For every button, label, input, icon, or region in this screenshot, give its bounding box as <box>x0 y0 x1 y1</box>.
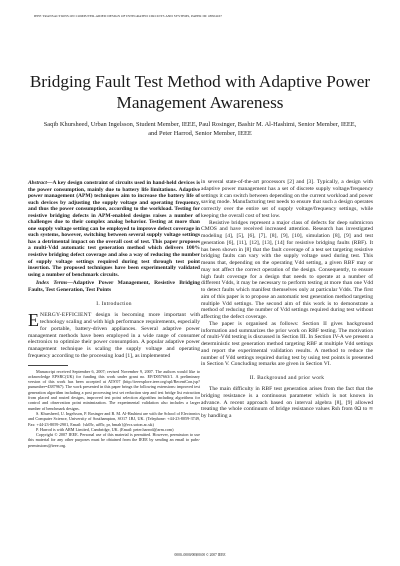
footnote-manuscript: Manuscript received September 6, 2007; revised November 9, 2007. The authors would like to acknowledge EPSRC(UK) for funding this work under grant no. EP/D057663/1. A preliminary version of this work has been accepted at ATS'07 (http://ieeexplore.ieee.org/xpl/RecentCon.jsp?punumber=4387967). The work presented in this paper brings the following extensions: improved test generation algorithm including a post processing test set reduction step and test bridge list extraction from placed and routed designs, improved test point selection algorithm including algorithms for control and observation point minimization. The experimental validation also includes a larger number of benchmark designs. <box>28 368 200 411</box>
section-heading-background: II. Background and prior work <box>249 375 325 381</box>
footnote-arm: P. Harrod is with ARM Limited, Cambridge, UK. (Email: peter.harrod@arm.com) <box>36 426 174 432</box>
abstract <box>28 180 200 278</box>
index-terms-text: —Adaptive Power Management, Resistive Bridging Faults, Test Generation, Test Points <box>28 280 200 293</box>
index-terms <box>28 280 200 293</box>
intro-text: design is becoming more important with technology scaling and with high performance requirements, especially for portable, battery-driven appliances. Several adaptive power management methods have been employed in a wide range of consumer electronics to optimize their power consumption. A popular adaptive power management technique is scaling the supply voltage and operating frequency according to the processing load [1], as implemented <box>28 312 200 359</box>
footnotes <box>28 369 200 448</box>
running-head: IEEE TRANSACTIONS ON COMPUTER-AIDED DESIGN OF INTEGRATED CIRCUITS AND SYSTEMS, PAPER ID: #8504167 <box>34 14 223 18</box>
abstract-lead: Abstract <box>28 180 47 186</box>
drop-cap: E <box>28 310 39 331</box>
introduction-paragraph <box>28 312 200 359</box>
right-column <box>201 179 373 420</box>
section-heading-introduction: I. Introduction <box>96 301 132 308</box>
right-paragraph-2: Resistive bridges represent a major class of defects for deep submicron CMOS and have received increased attention. Research has investigated modeling [4], [5], [6], [7], [8], [9], [10], simulation [8], [9] and test generation [6], [11], [12], [13], [14] for resistive bridging faults (RBF). It has been shown in [8] that the fault coverage of a test set targeting resistive bridging faults can vary with the supply voltage used during test. This means that, depending on the operating Vdd setting, a given RBF may or may not affect the correct operation of the design. Consequently, to ensure high fault coverage for a design that needs to operate at a number of different Vdds, it may be necessary to perform testing at more than one Vdd to detect faults which manifest themselves only at particular Vdds. The first aim of this paper is to propose an automatic test generation method targeting multiple Vdd settings. The second aim of this work is to demonstrate a method of reducing the number of Vdd settings required during test without affecting the defect coverage. <box>201 219 373 320</box>
right-paragraph-4: The main difficulty in RBF test generation arises from the fact that the bridging resistance is a continuous parameter which is not known in advance. A recent approach based on interval algebra [8], [9] allowed treating the whole continuum of bridge resistance values Rsh from 0Ω to ∞ by handling a <box>201 386 373 419</box>
footnote-affiliation: S. Khursheed, U. Ingelsson, P. Rosinger and B. M. Al-Hashimi are with the School of Electronics and Computer Science, University of Southampton, SO17 1BJ, UK. (Telephone: +44-23-8059-3749, Fax: +44-23-8059-2901, Email: {sk05r, ui05r, pr, bmah}@ecs.soton.ac.uk) <box>28 410 200 427</box>
copyright-footer: 0000–0000/00$00.00 © 2007 IEEE <box>174 553 226 557</box>
footnote-copyright: Copyright © 2007 IEEE. Personal use of this material is permitted. However, permission to use this material for any other purposes must be obtained from the IEEE by sending an email to pubs-permissions@ieee.org. <box>28 432 200 448</box>
intro-lead-word: NERGY-EFFICIENT <box>40 312 92 319</box>
author-list: Saqib Khursheed, Urban Ingelsson, Student Member, IEEE, Paul Rosinger, Bashir M. Al-Hashimi, Senior Member, IEEE, and Peter Harrod, Senior Member, IEEE <box>43 121 357 137</box>
right-paragraph-1: in several state-of-the-art processors [2] and [3]. Typically, a design with adaptive power management has a set of discrete supply voltage/frequency settings it can switch between depending on the current workload and power saving mode. Manufacturing test needs to ensure that such a design operates correctly over the entire set of supply voltage/frequency settings, while keeping the overall cost of test low. <box>201 179 373 219</box>
paper-title: Bridging Fault Test Method with Adaptive Power Management Awareness <box>29 72 371 112</box>
footnote-divider <box>28 365 68 366</box>
index-terms-lead: Index Terms <box>36 280 68 287</box>
left-column <box>28 180 200 448</box>
abstract-text: —A key design constraint of circuits used in hand-held devices is the power consumption, mainly due to battery life limitations. Adaptive power management (APM) techniques aim to increase the battery life of such devices by adjusting the supply voltage and operating frequency, and thus the power consumption, according to the workload. Testing for resistive bridging defects in APM-enabled designs raises a number of challenges due to their complex analog behavior. Testing at more than one supply voltage setting can be employed to improve defect coverage in such systems, however, switching between several supply voltage settings has a detrimental impact on the overall cost of test. This paper proposes a multi-Vdd automatic test generation method which delivers 100% resistive bridging defect coverage and also a way of reducing the number of supply voltage settings required during test through test point insertion. The proposed techniques have been experimentally validated using a number of benchmark circuits. <box>28 180 200 278</box>
right-paragraph-3: The paper is organised as follows: Section II gives background information and summarizes the prior work on RBF testing. The motivation of multi-Vdd testing is discussed in Section III. In Section IV-A we present a deterministic test generation method targeting RBF at multiple Vdd settings and report the experimental validation results. A method to reduce the number of Vdd settings required during test by using test points is presented in Section V. Concluding remarks are given in Section VI. <box>201 320 373 368</box>
